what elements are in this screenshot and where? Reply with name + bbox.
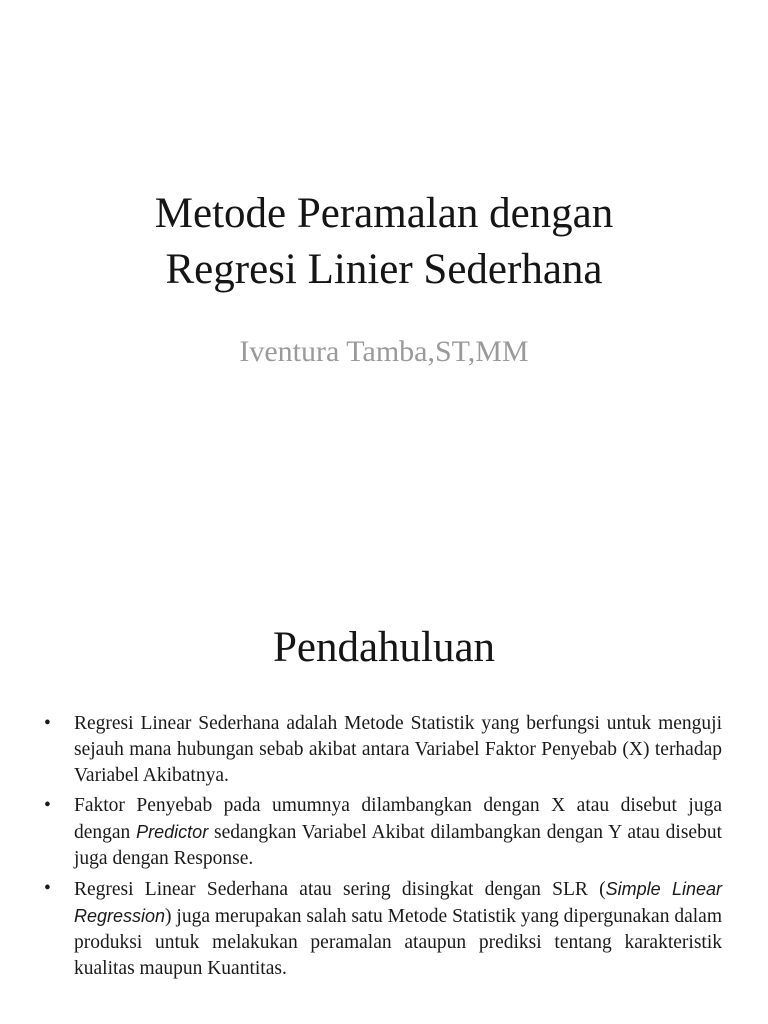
bullet-item — [44, 876, 722, 982]
bullet-item — [44, 711, 722, 789]
content-slide — [0, 560, 768, 1024]
bullet-text-part: Faktor Penyebab pada umumnya dilambangkan dengan X atau disebut juga dengan — [74, 795, 722, 843]
bullet-text-part: ) juga merupakan salah satu Metode Statistik yang dipergunakan dalam produksi untuk melakukan peramalan ataupun prediksi tentang karakteristik kualitas maupun Kuantitas. — [74, 906, 722, 979]
bullet-text-part: Regresi Linear Sederhana atau sering disingkat dengan SLR ( — [74, 879, 606, 900]
bullet-text: Regresi Linear Sederhana adalah Metode Statistik yang berfungsi untuk menguji sejauh mana hubungan sebab akibat antara Variabel Faktor Penyebab (X) terhadap Variabel Akibatnya. — [74, 713, 722, 786]
author-subtitle: Iventura Tamba,ST,MM — [239, 335, 529, 368]
slide-title — [0, 186, 768, 298]
slide-title-line-2: Regresi Linier Sederhana — [165, 246, 603, 293]
slide-title-line-1: Metode Peramalan dengan — [154, 190, 614, 237]
bullet-icon: • — [44, 713, 51, 734]
bullet-icon: • — [44, 795, 51, 816]
bullet-italic-term: Simple Linear Regression — [74, 879, 722, 926]
bullet-list — [44, 711, 722, 986]
bullet-icon: • — [44, 878, 51, 899]
bullet-text-part: sedangkan Variabel Akibat dilambangkan dengan Y atau disebut juga dengan Response. — [74, 822, 723, 869]
bullet-italic-term: Predictor — [136, 822, 209, 842]
bullet-item — [44, 793, 722, 872]
section-heading: Pendahuluan — [272, 624, 496, 671]
